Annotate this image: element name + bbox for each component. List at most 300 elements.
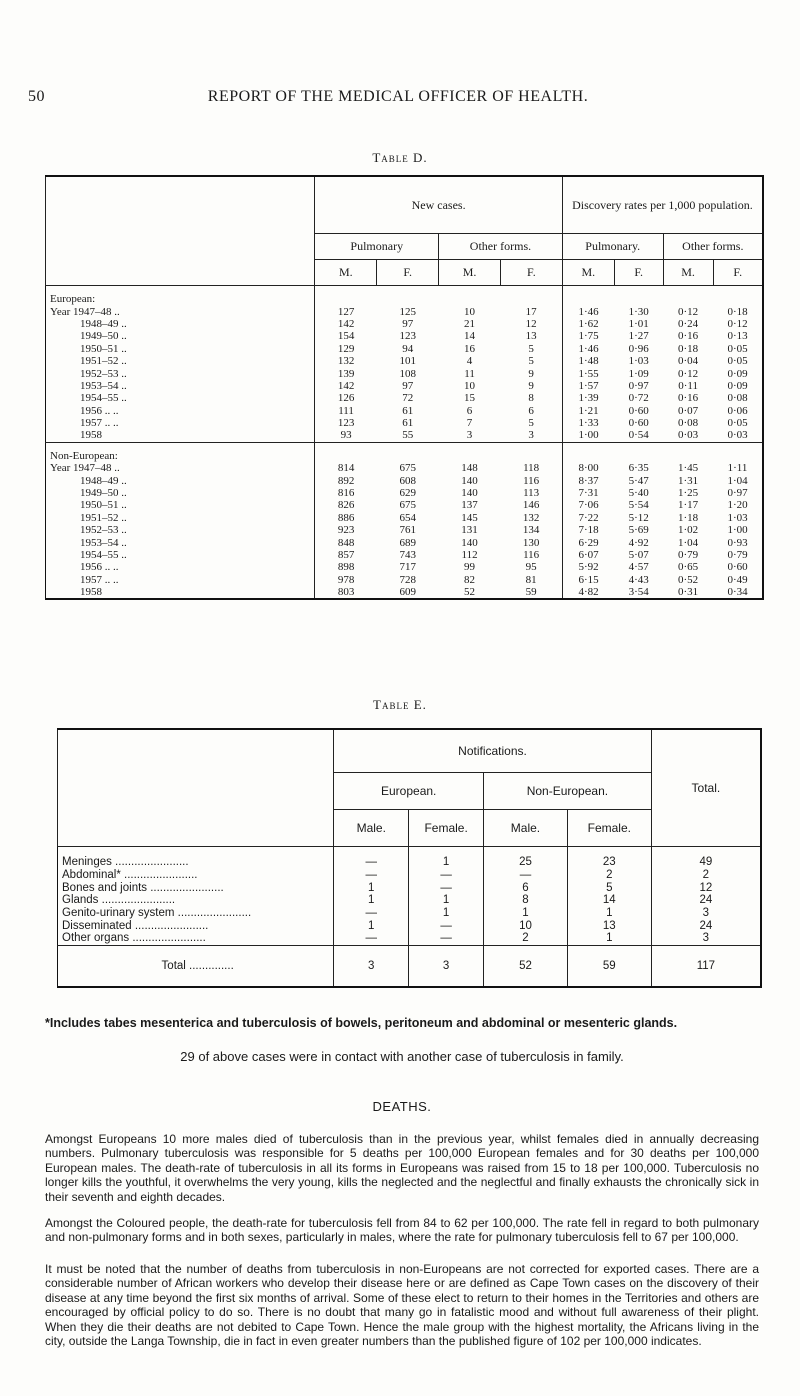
table-cell: 3·54 [628, 586, 649, 599]
table-cell: 886 [337, 511, 355, 524]
table-cell: 111 [338, 404, 354, 417]
table-d-cell [713, 442, 763, 462]
table-cell: 142 [337, 379, 355, 392]
running-title: REPORT OF THE MEDICAL OFFICER OF HEALTH. [207, 88, 589, 105]
table-cell: 1·55 [578, 367, 599, 380]
table-cell: 142 [337, 317, 355, 330]
table-cell: 5 [500, 417, 562, 429]
table-cell: 0·09 [713, 367, 763, 379]
table-cell: 0·52 [678, 573, 699, 586]
table-row [58, 907, 762, 920]
table-row [46, 380, 764, 392]
table-cell: — [334, 932, 409, 945]
table-cell: 0·79 [713, 549, 763, 561]
table-cell: 0·05 [713, 343, 763, 355]
table-row [46, 405, 764, 417]
table-cell: 10 [464, 379, 476, 392]
table-cell: 0·03 [678, 429, 699, 442]
table-d-cell [614, 442, 663, 462]
table-d-other-header: Other forms. [439, 234, 563, 260]
table-d-new-cases-header: New cases. [315, 176, 562, 234]
table-cell: 0·24 [678, 317, 699, 330]
table-cell: 1·62 [578, 317, 599, 330]
table-cell: 0·60 [628, 404, 649, 417]
table-e-female-header: Female. [409, 810, 484, 847]
table-cell: 0·34 [713, 586, 763, 599]
row-label: 1958 [46, 586, 315, 599]
table-cell: 7 [466, 417, 473, 430]
table-row [46, 343, 764, 355]
table-row [46, 487, 764, 499]
table-row [46, 355, 764, 367]
table-cell: 25 [484, 847, 568, 869]
table-cell: 112 [461, 549, 478, 561]
table-cell: 1·00 [713, 524, 763, 536]
table-d-m-header: M. [562, 260, 614, 286]
row-label: 1948–49 .. [46, 474, 315, 486]
table-cell: 97 [402, 379, 414, 392]
table-cell: 857 [337, 549, 355, 561]
table-cell: 16 [464, 342, 476, 355]
table-cell: 1·04 [713, 474, 763, 486]
table-d-m-header: M. [439, 260, 501, 286]
table-cell: 5·07 [628, 549, 649, 561]
table-e-corner [58, 729, 334, 847]
table-cell: 717 [399, 561, 416, 574]
table-cell: 609 [399, 586, 416, 599]
table-cell: 1·30 [628, 305, 649, 318]
table-cell: 5·40 [628, 487, 649, 500]
table-cell: 126 [337, 392, 355, 405]
table-d-f-header: F. [500, 260, 562, 286]
table-cell: 94 [402, 342, 414, 355]
table-e-male-header: Male. [484, 810, 568, 847]
table-cell: 1·17 [678, 499, 699, 512]
table-cell: — [334, 907, 409, 920]
table-cell: 13 [567, 919, 651, 932]
table-cell: 129 [337, 342, 355, 355]
row-label: 1951–52 .. [46, 355, 315, 367]
table-cell: 0·05 [713, 355, 763, 367]
table-d-cell [713, 286, 763, 306]
table-cell: 125 [399, 305, 416, 318]
table-cell: 82 [464, 573, 476, 586]
table-cell: 132 [500, 512, 562, 524]
row-label: Other organs ....................... [58, 932, 334, 945]
table-cell: 11 [464, 367, 475, 380]
table-cell: 1·33 [578, 417, 599, 430]
table-d-cell [439, 286, 501, 306]
row-label: 1948–49 .. [46, 318, 315, 330]
table-row [46, 512, 764, 524]
table-cell: 13 [500, 330, 562, 342]
table-cell: 15 [464, 392, 476, 405]
table-d-cell [377, 442, 439, 462]
table-row [46, 392, 764, 404]
table-row [46, 524, 764, 536]
table-cell: 675 [399, 462, 416, 475]
table-cell: 5 [500, 355, 562, 367]
row-label: Year 1947–48 .. [46, 462, 315, 474]
table-cell: 814 [337, 462, 355, 475]
table-d-other-rate-header: Other forms. [663, 234, 763, 260]
table-cell: 7·22 [578, 511, 599, 524]
table-cell: 1 [567, 932, 651, 945]
table-cell: 5·69 [628, 524, 649, 537]
table-cell: 134 [500, 524, 562, 536]
total-label: Total .............. [58, 945, 334, 987]
table-cell: 0·31 [678, 586, 699, 599]
table-d-corner [46, 176, 315, 286]
table-cell: 3 [500, 429, 562, 442]
table-cell: 4·82 [578, 586, 599, 599]
table-cell: 761 [399, 524, 416, 537]
table-row [58, 919, 762, 932]
table-row [46, 561, 764, 573]
table-cell: 803 [337, 586, 355, 599]
table-cell: 1·02 [678, 524, 699, 537]
table-d-cell [500, 442, 562, 462]
table-row [58, 881, 762, 894]
table-d-m-header: M. [663, 260, 713, 286]
table-cell: 5 [500, 343, 562, 355]
table-cell: 131 [461, 524, 478, 537]
table-cell: 9 [500, 380, 562, 392]
paragraph-1: Amongst Europeans 10 more males died of tuberculosis than in the previous year, whilst females died in annually decreasing numbers. Pulmonary tuberculosis was responsible for 5 deaths per 100,000 European females and for 30 deaths per 100,000 European males. The death-rate of tuberculosis in all its forms in Europeans was raised from 15 to 18 per 100,000. Tuberculosis no longer kills the youthful, it overwhelms the very young, kills the neglected and the neglectful and finally exhausts the chronically sick in their seventh and eighth decades. [45, 1132, 759, 1204]
row-label: 1953–54 .. [46, 380, 315, 392]
table-row [46, 417, 764, 429]
row-label: Meninges ....................... [58, 847, 334, 869]
row-label: Glands ....................... [58, 894, 334, 907]
table-cell: 1 [409, 907, 484, 920]
table-e [57, 728, 762, 988]
table-cell: 9 [500, 367, 562, 379]
table-cell: 8·00 [578, 462, 599, 475]
total-cell: 59 [567, 945, 651, 987]
table-cell: 0·97 [628, 379, 649, 392]
table-cell: 1·09 [628, 367, 649, 380]
table-cell: 6·07 [578, 549, 599, 561]
table-cell: 137 [461, 499, 478, 512]
table-cell: 14 [567, 894, 651, 907]
table-cell: 0·12 [678, 367, 699, 380]
table-e-total-header: Total. [651, 729, 761, 847]
page-header [28, 88, 768, 112]
table-row [46, 586, 764, 599]
table-cell: 101 [399, 355, 416, 368]
table-cell: 146 [500, 499, 562, 511]
table-d-group-title: Non-European: [46, 442, 315, 462]
table-row [46, 474, 764, 486]
table-cell: — [409, 869, 484, 882]
table-cell: 5 [567, 881, 651, 894]
table-cell: 0·97 [713, 487, 763, 499]
table-cell: 6 [466, 404, 473, 417]
table-cell: 10 [464, 305, 476, 318]
row-label: 1956 .. .. [46, 405, 315, 417]
row-label: 1954–55 .. [46, 392, 315, 404]
table-cell: 140 [461, 474, 478, 487]
table-cell: 0·04 [678, 355, 699, 368]
row-label: Year 1947–48 .. [46, 305, 315, 317]
row-label: 1954–55 .. [46, 549, 315, 561]
table-e-male-header: Male. [334, 810, 409, 847]
table-row [46, 367, 764, 379]
table-cell: 654 [399, 511, 416, 524]
table-d-cell [663, 286, 713, 306]
table-cell: 24 [651, 894, 761, 907]
table-cell: 130 [500, 536, 562, 548]
table-cell: 6·29 [578, 536, 599, 549]
table-cell: — [409, 881, 484, 894]
table-cell: 1·48 [578, 355, 599, 368]
table-cell: 0·65 [678, 561, 699, 574]
table-cell: 0·11 [678, 379, 698, 392]
table-cell: 0·72 [628, 392, 649, 405]
table-row [46, 305, 764, 317]
row-label: 1952–53 .. [46, 524, 315, 536]
footnote: *Includes tabes mesenterica and tuberculosis of bowels, peritoneum and abdominal or mesenteric glands. [45, 1016, 678, 1030]
table-cell: 0·49 [713, 574, 763, 586]
table-row [46, 318, 764, 330]
table-cell: 898 [337, 561, 355, 574]
table-cell: 1 [334, 919, 409, 932]
table-cell: 132 [337, 355, 355, 368]
table-cell: 2 [651, 869, 761, 882]
table-e-notifications-header: Notifications. [334, 729, 651, 773]
table-cell: 5·12 [628, 511, 649, 524]
table-cell: 0·96 [628, 342, 649, 355]
table-cell: 5·92 [578, 561, 599, 574]
table-cell: 1 [484, 907, 568, 920]
table-cell: 1·03 [713, 512, 763, 524]
table-cell: 1·03 [628, 355, 649, 368]
table-cell: 0·13 [713, 330, 763, 342]
table-cell: — [409, 919, 484, 932]
table-row [46, 462, 764, 474]
table-cell: 8 [484, 894, 568, 907]
table-cell: 0·03 [713, 429, 763, 442]
total-row [58, 945, 762, 987]
row-label: 1950–51 .. [46, 499, 315, 511]
table-cell: 61 [402, 404, 414, 417]
table-cell: 6 [500, 405, 562, 417]
table-cell: 49 [651, 847, 761, 869]
row-label: 1950–51 .. [46, 343, 315, 355]
table-cell: 1·11 [713, 462, 763, 474]
table-d-cell [562, 442, 614, 462]
table-cell: 3 [651, 907, 761, 920]
table-d-pulmonary-header: Pulmonary [315, 234, 439, 260]
row-label: Bones and joints ....................... [58, 881, 334, 894]
table-cell: 7·18 [578, 524, 599, 537]
table-cell: 140 [461, 487, 478, 500]
row-label: Disseminated ....................... [58, 919, 334, 932]
table-d-cell [315, 286, 377, 306]
table-cell: 0·60 [713, 561, 763, 573]
table-cell: 0·12 [713, 318, 763, 330]
table-row [58, 847, 762, 869]
table-cell: 55 [402, 429, 414, 442]
table-cell: 2 [567, 869, 651, 882]
table-cell: 123 [399, 330, 416, 343]
table-d-group-title: European: [46, 286, 315, 306]
table-cell: 7·06 [578, 499, 599, 512]
table-cell: 21 [464, 317, 476, 330]
table-cell: 978 [337, 573, 355, 586]
table-cell: 116 [500, 474, 562, 486]
table-cell: 0·79 [678, 549, 699, 561]
table-cell: 10 [484, 919, 568, 932]
row-label: 1951–52 .. [46, 512, 315, 524]
table-cell: 0·06 [713, 405, 763, 417]
table-cell: 826 [337, 499, 355, 512]
table-e-female-header: Female. [567, 810, 651, 847]
row-label: 1952–53 .. [46, 367, 315, 379]
table-d-f-header: F. [713, 260, 763, 286]
table-cell: 2 [484, 932, 568, 945]
table-cell: 14 [464, 330, 476, 343]
table-cell: 1 [334, 881, 409, 894]
row-label: 1949–50 .. [46, 487, 315, 499]
table-cell: 1 [567, 907, 651, 920]
table-d-cell [377, 286, 439, 306]
table-cell: 72 [402, 392, 414, 405]
row-label: Abdominal* ....................... [58, 869, 334, 882]
table-cell: 1·31 [678, 474, 699, 487]
table-cell: 12 [651, 881, 761, 894]
table-cell: — [409, 932, 484, 945]
table-cell: 6 [484, 881, 568, 894]
table-cell: 3 [651, 932, 761, 945]
table-cell: 4·57 [628, 561, 649, 574]
table-cell: 1 [409, 894, 484, 907]
table-cell: 6·35 [628, 462, 649, 475]
table-cell: 139 [337, 367, 355, 380]
total-cell: 3 [334, 945, 409, 987]
table-row [46, 574, 764, 586]
table-cell: 0·93 [713, 536, 763, 548]
table-cell: 923 [337, 524, 355, 537]
table-cell: 3 [466, 429, 473, 442]
table-d-group-row [46, 442, 764, 462]
table-cell: 0·09 [713, 380, 763, 392]
table-cell: 127 [337, 305, 355, 318]
table-d-cell [614, 286, 663, 306]
table-cell: 24 [651, 919, 761, 932]
table-cell: 0·16 [678, 330, 699, 343]
table-cell: 1·39 [578, 392, 599, 405]
total-cell: 52 [484, 945, 568, 987]
row-label: 1953–54 .. [46, 536, 315, 548]
table-cell: 113 [500, 487, 562, 499]
table-e-non-european-header: Non-European. [484, 773, 652, 810]
table-cell: — [334, 869, 409, 882]
table-cell: 675 [399, 499, 416, 512]
table-cell: 689 [399, 536, 416, 549]
table-cell: 1·18 [678, 511, 699, 524]
table-d-discovery-header: Discovery rates per 1,000 population. [562, 176, 763, 234]
table-cell: 0·08 [713, 392, 763, 404]
table-cell: 1·46 [578, 305, 599, 318]
table-cell: 1·45 [678, 462, 699, 475]
table-cell: 108 [399, 367, 416, 380]
table-cell: 6·15 [578, 573, 599, 586]
table-cell: 0·54 [628, 429, 649, 442]
table-cell: 629 [399, 487, 416, 500]
row-label: 1958 [46, 429, 315, 442]
table-cell: — [334, 847, 409, 869]
table-cell: 0·08 [678, 417, 699, 430]
row-label: 1949–50 .. [46, 330, 315, 342]
table-d-m-header: M. [315, 260, 377, 286]
table-row [58, 869, 762, 882]
table-d-cell [663, 442, 713, 462]
table-cell: 5·47 [628, 474, 649, 487]
deaths-heading: DEATHS. [372, 1099, 432, 1114]
row-label: Genito-urinary system ....................... [58, 907, 334, 920]
table-cell: 892 [337, 474, 355, 487]
paragraph-2: Amongst the Coloured people, the death-rate for tuberculosis fell from 84 to 62 per 100,000. The rate fell in regard to both pulmonary and non-pulmonary forms and in both sexes, particularly in males, where the rate for pulmonary tuberculosis fell to 67 per 100,000. [45, 1216, 759, 1245]
table-cell: 116 [500, 549, 562, 561]
table-d-f-header: F. [614, 260, 663, 286]
table-cell: 1 [334, 894, 409, 907]
table-cell: 148 [461, 462, 478, 475]
table-d-cell [562, 286, 614, 306]
table-cell: 0·18 [678, 342, 699, 355]
table-cell: 0·07 [678, 404, 699, 417]
table-row [46, 429, 764, 442]
table-row [58, 932, 762, 945]
row-label: 1957 .. .. [46, 574, 315, 586]
table-cell: 7·31 [578, 487, 599, 500]
table-cell: 118 [500, 462, 562, 474]
table-cell: 1·57 [578, 379, 599, 392]
table-cell: 1·75 [578, 330, 599, 343]
table-d-cell [315, 442, 377, 462]
table-cell: 5·54 [628, 499, 649, 512]
table-cell: 1·20 [713, 499, 763, 511]
table-d-caption: Table D. [372, 150, 428, 165]
contact-note: 29 of above cases were in contact with another case of tuberculosis in family. [180, 1049, 624, 1064]
table-row [46, 549, 764, 561]
table-row [46, 536, 764, 548]
total-cell: 117 [651, 945, 761, 987]
page-number: 50 [28, 88, 45, 105]
table-cell: 1·04 [678, 536, 699, 549]
table-cell: 4·92 [628, 536, 649, 549]
table-e-european-header: European. [334, 773, 484, 810]
table-row [58, 894, 762, 907]
table-cell: 12 [500, 318, 562, 330]
table-row [46, 330, 764, 342]
table-cell: 93 [340, 429, 352, 442]
table-cell: 59 [500, 586, 562, 599]
table-cell: 848 [337, 536, 355, 549]
table-cell: 99 [464, 561, 476, 574]
table-cell: 61 [402, 417, 414, 430]
table-cell: 145 [461, 511, 478, 524]
table-cell: 816 [337, 487, 355, 500]
table-row [46, 499, 764, 511]
table-cell: 1·01 [628, 317, 649, 330]
table-cell: 0·16 [678, 392, 699, 405]
table-cell: 8 [500, 392, 562, 404]
table-cell: 608 [399, 474, 416, 487]
table-cell: 0·60 [628, 417, 649, 430]
table-cell: 17 [500, 305, 562, 317]
table-cell: 728 [399, 573, 416, 586]
